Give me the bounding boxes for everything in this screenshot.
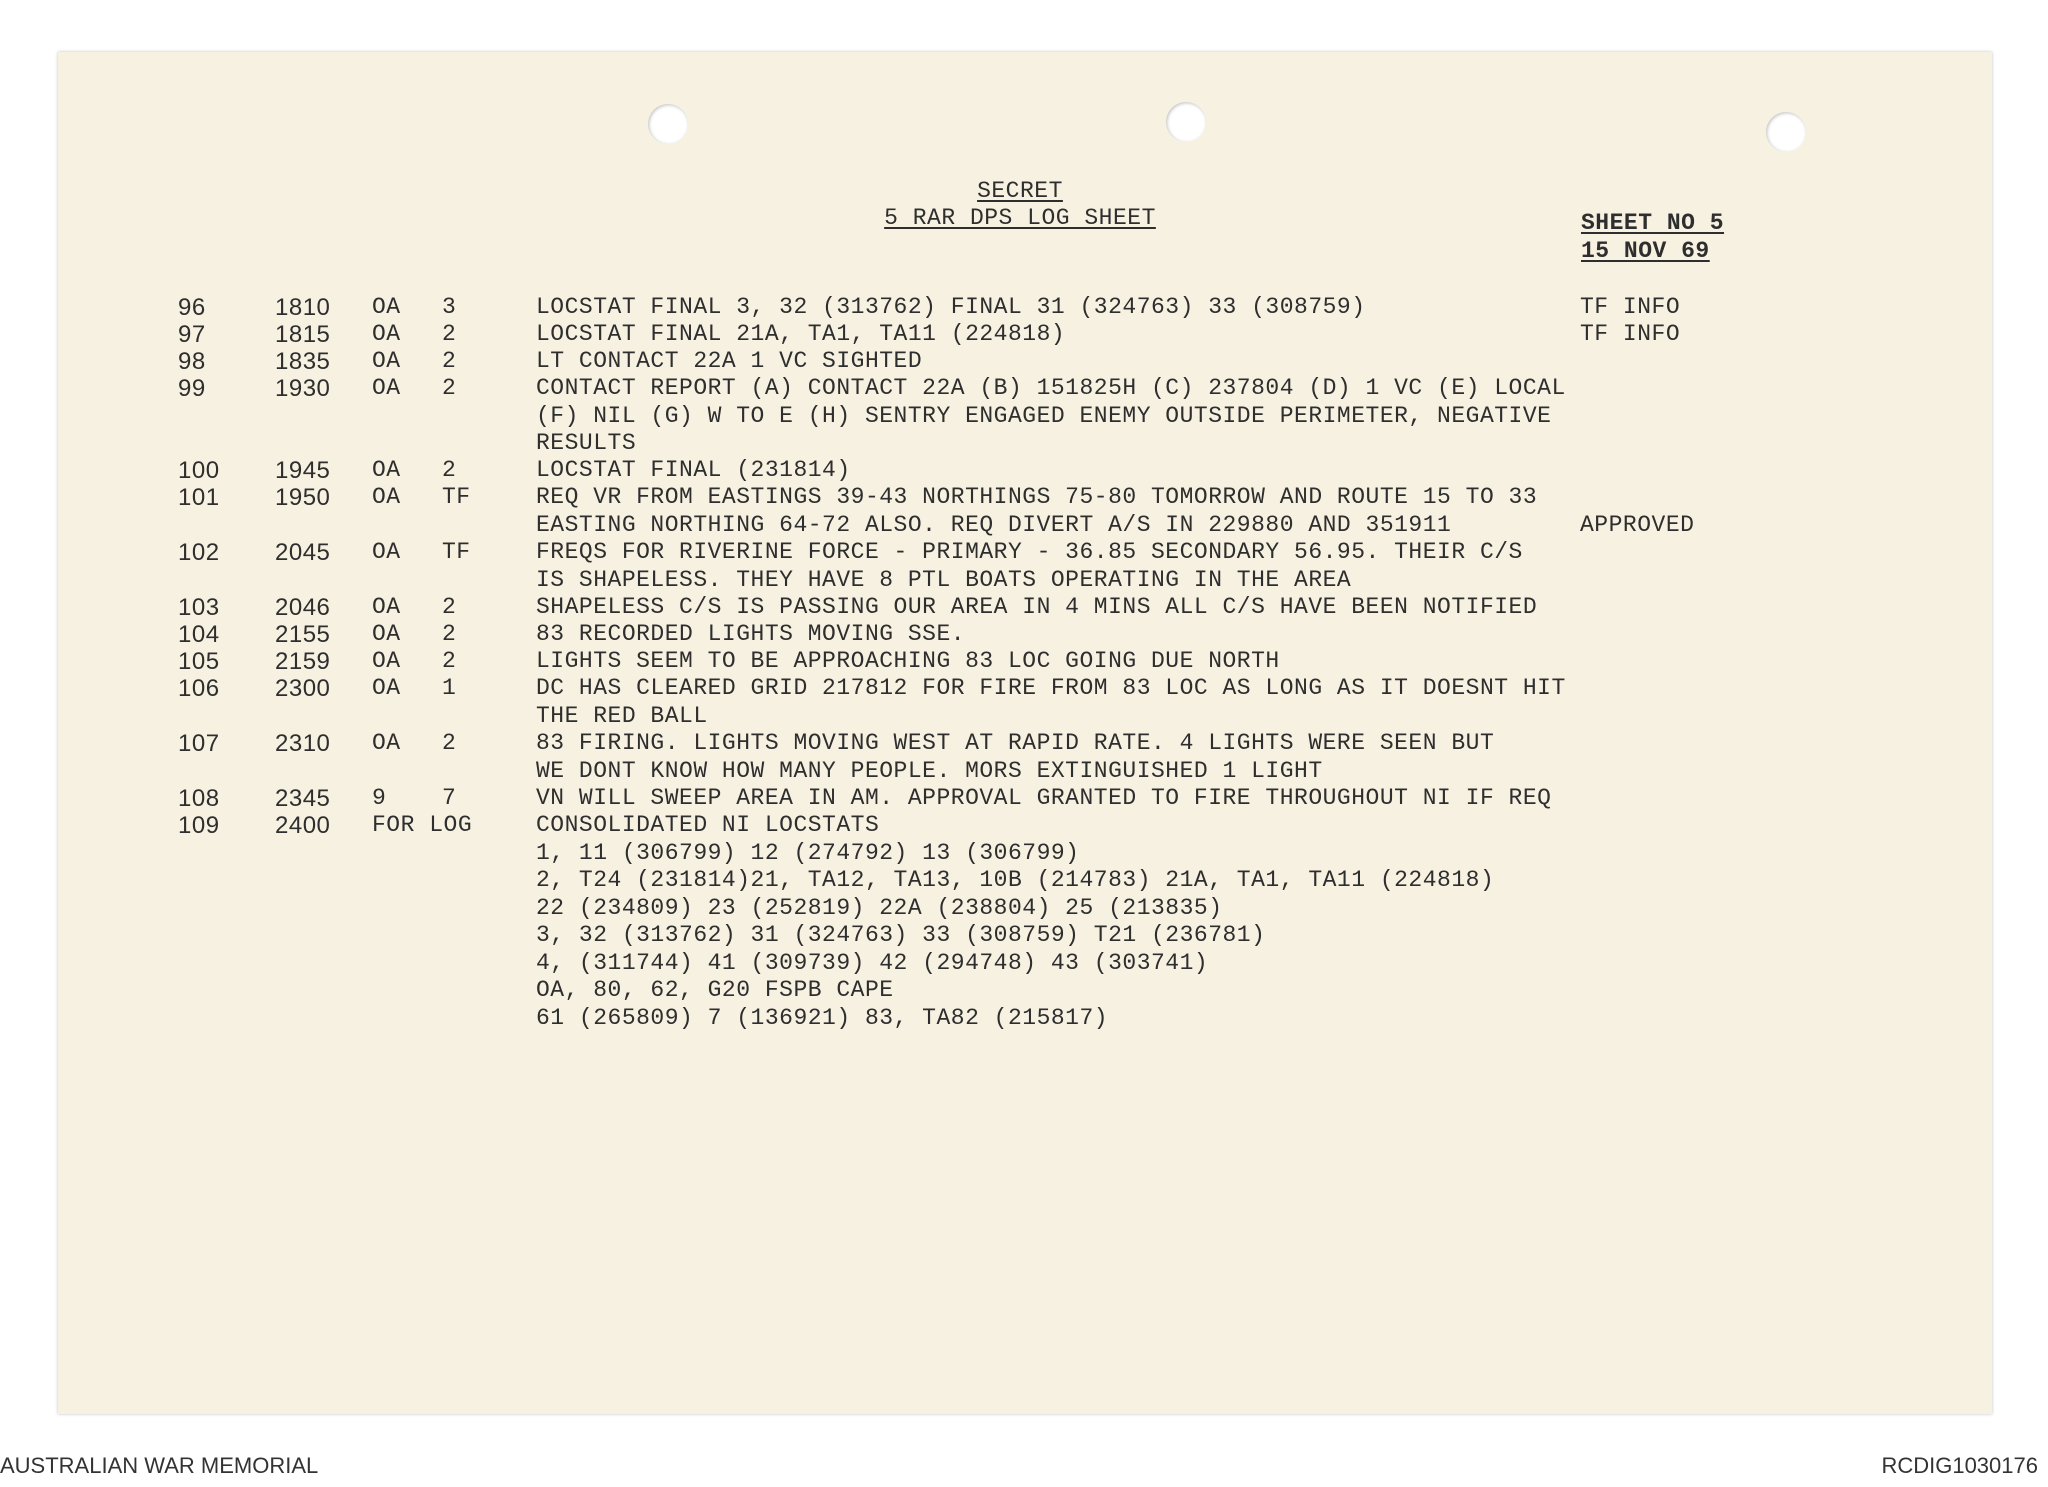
entry-from: OA (372, 484, 401, 510)
footer-reference-id: RCDIG1030176 (1881, 1453, 2038, 1478)
entry-from: OA (372, 348, 401, 374)
log-sheet-paper (58, 52, 1992, 1414)
entry-message-line: 2, T24 (231814)21, TA12, TA13, 10B (214783) 21A, TA1, TA11 (224818) (536, 867, 1495, 893)
entry-message (536, 539, 1523, 594)
classification-heading: SECRET (977, 178, 1063, 204)
entry-message-line: RESULTS (536, 430, 637, 456)
entry-serial: 109 (178, 812, 220, 839)
entry-from: OA (372, 621, 401, 647)
entry-serial: 96 (178, 294, 206, 321)
entry-message (536, 484, 1537, 539)
entry-message (536, 321, 1065, 349)
sheet-number: SHEET NO 5 (1581, 210, 1725, 236)
entry-to: 2 (442, 648, 457, 674)
entry-time: 1950 (275, 484, 331, 511)
entry-to: 2 (442, 348, 457, 374)
entry-from: OA (372, 375, 401, 401)
entry-message-line: LOCSTAT FINAL 21A, TA1, TA11 (224818) (536, 321, 1066, 347)
entry-message-line: LOCSTAT FINAL 3, 32 (313762) FINAL 31 (324763) 33 (308759) (536, 294, 1366, 320)
entry-message-line: SHAPELESS C/S IS PASSING OUR AREA IN 4 MINS ALL C/S HAVE BEEN NOTIFIED (536, 594, 1538, 620)
entry-action: TF INFO (1580, 321, 1681, 347)
entry-message-line: 61 (265809) 7 (136921) 83, TA82 (215817) (536, 1004, 1109, 1031)
entry-to: 2 (442, 594, 457, 620)
entry-to: 2 (442, 730, 457, 756)
entry-time: 1945 (275, 457, 331, 484)
entry-message-line: EASTING NORTHING 64-72 ALSO. REQ DIVERT A/S IN 229880 AND 351911 (536, 511, 1452, 538)
entry-time: 2046 (275, 594, 331, 621)
entry-message (536, 375, 1566, 458)
entry-message-line: LT CONTACT 22A 1 VC SIGHTED (536, 348, 923, 374)
entry-from: OA (372, 457, 401, 483)
entry-time: 1815 (275, 321, 331, 348)
log-sheet-title: 5 RAR DPS LOG SHEET (884, 205, 1156, 231)
entry-message-line: 4, (311744) 41 (309739) 42 (294748) 43 (303741) (536, 949, 1209, 976)
entry-serial: 104 (178, 621, 220, 648)
sheet-date: 15 NOV 69 (1581, 238, 1710, 264)
entry-serial: 102 (178, 539, 220, 566)
entry-from: 9 (372, 785, 387, 811)
entry-message-line: 3, 32 (313762) 31 (324763) 33 (308759) T21 (236781) (536, 922, 1266, 948)
entry-to: 7 (442, 785, 457, 811)
entry-message-line: FREQS FOR RIVERINE FORCE - PRIMARY - 36.85 SECONDARY 56.95. THEIR C/S (536, 539, 1523, 565)
entry-message (536, 785, 1551, 813)
entry-serial: 101 (178, 484, 220, 511)
entry-serial: 103 (178, 594, 220, 621)
entry-message (536, 594, 1537, 622)
entry-action: APPROVED (1580, 511, 1695, 538)
entry-serial: 100 (178, 457, 220, 484)
entry-message (536, 675, 1566, 730)
entry-message-line: LOCSTAT FINAL (231814) (536, 457, 851, 483)
entry-time: 2310 (275, 730, 331, 757)
entry-message (536, 457, 851, 485)
entry-from: OA (372, 648, 401, 674)
entry-from: FOR LOG (372, 812, 473, 838)
entry-serial: 97 (178, 321, 206, 348)
entry-to: 2 (442, 375, 457, 401)
entry-message-line: OA, 80, 62, G20 FSPB CAPE (536, 977, 894, 1003)
entry-time: 2159 (275, 648, 331, 675)
entry-action: TF INFO (1580, 294, 1681, 320)
entry-message (536, 348, 922, 376)
entry-message-line: (F) NIL (G) W TO E (H) SENTRY ENGAGED ENEMY OUTSIDE PERIMETER, NEGATIVE (536, 402, 1552, 429)
entry-serial: 98 (178, 348, 206, 375)
entry-message-line: REQ VR FROM EASTINGS 39-43 NORTHINGS 75-80 TOMORROW AND ROUTE 15 TO 33 (536, 484, 1538, 510)
footer-institution: AUSTRALIAN WAR MEMORIAL (0, 1453, 319, 1478)
entry-serial: 99 (178, 375, 206, 402)
entry-time: 2045 (275, 539, 331, 566)
entry-message-line: WE DONT KNOW HOW MANY PEOPLE. MORS EXTINGUISHED 1 LIGHT (536, 757, 1323, 784)
entry-message (536, 812, 1494, 1032)
entry-to: 1 (442, 675, 457, 701)
entry-serial: 106 (178, 675, 220, 702)
entry-serial: 107 (178, 730, 220, 757)
entry-to: TF (442, 484, 471, 510)
entry-time: 2300 (275, 675, 331, 702)
entry-message (536, 294, 1366, 322)
entry-serial: 105 (178, 648, 220, 675)
entry-time: 1930 (275, 375, 331, 402)
entry-serial: 108 (178, 785, 220, 812)
entry-message-line: IS SHAPELESS. THEY HAVE 8 PTL BOATS OPERATING IN THE AREA (536, 566, 1352, 593)
entry-message-line: DC HAS CLEARED GRID 217812 FOR FIRE FROM 83 LOC AS LONG AS IT DOESNT HIT (536, 675, 1566, 701)
entry-from: OA (372, 675, 401, 701)
entry-message-line: 1, 11 (306799) 12 (274792) 13 (306799) (536, 839, 1080, 866)
entry-message-line: LIGHTS SEEM TO BE APPROACHING 83 LOC GOING DUE NORTH (536, 648, 1280, 674)
entry-from: OA (372, 730, 401, 756)
entry-from: OA (372, 594, 401, 620)
entry-to: 2 (442, 457, 457, 483)
entry-message-line: 83 RECORDED LIGHTS MOVING SSE. (536, 621, 966, 647)
punch-hole-left (648, 104, 688, 144)
entry-message-line: 22 (234809) 23 (252819) 22A (238804) 25 (213835) (536, 894, 1223, 921)
entry-to: 3 (442, 294, 457, 320)
entry-from: OA (372, 321, 401, 347)
entry-from: OA (372, 539, 401, 565)
entry-from: OA (372, 294, 401, 320)
entry-message (536, 621, 965, 649)
punch-hole-right (1766, 112, 1806, 152)
entry-message-line: CONTACT REPORT (A) CONTACT 22A (B) 151825H (C) 237804 (D) 1 VC (E) LOCAL (536, 375, 1566, 401)
entry-to: 2 (442, 621, 457, 647)
entry-time: 2155 (275, 621, 331, 648)
entry-to: TF (442, 539, 471, 565)
entry-time: 2400 (275, 812, 331, 839)
entry-message (536, 730, 1494, 785)
entry-time: 1810 (275, 294, 331, 321)
entry-time: 2345 (275, 785, 331, 812)
punch-hole-middle (1166, 102, 1206, 142)
entry-message-line: 83 FIRING. LIGHTS MOVING WEST AT RAPID RATE. 4 LIGHTS WERE SEEN BUT (536, 730, 1495, 756)
entry-message (536, 648, 1280, 676)
entry-message-line: THE RED BALL (536, 702, 708, 729)
entry-message-line: VN WILL SWEEP AREA IN AM. APPROVAL GRANTED TO FIRE THROUGHOUT NI IF REQ (536, 785, 1552, 811)
entry-message-line: CONSOLIDATED NI LOCSTATS (536, 812, 880, 838)
entry-to: 2 (442, 321, 457, 347)
entry-time: 1835 (275, 348, 331, 375)
